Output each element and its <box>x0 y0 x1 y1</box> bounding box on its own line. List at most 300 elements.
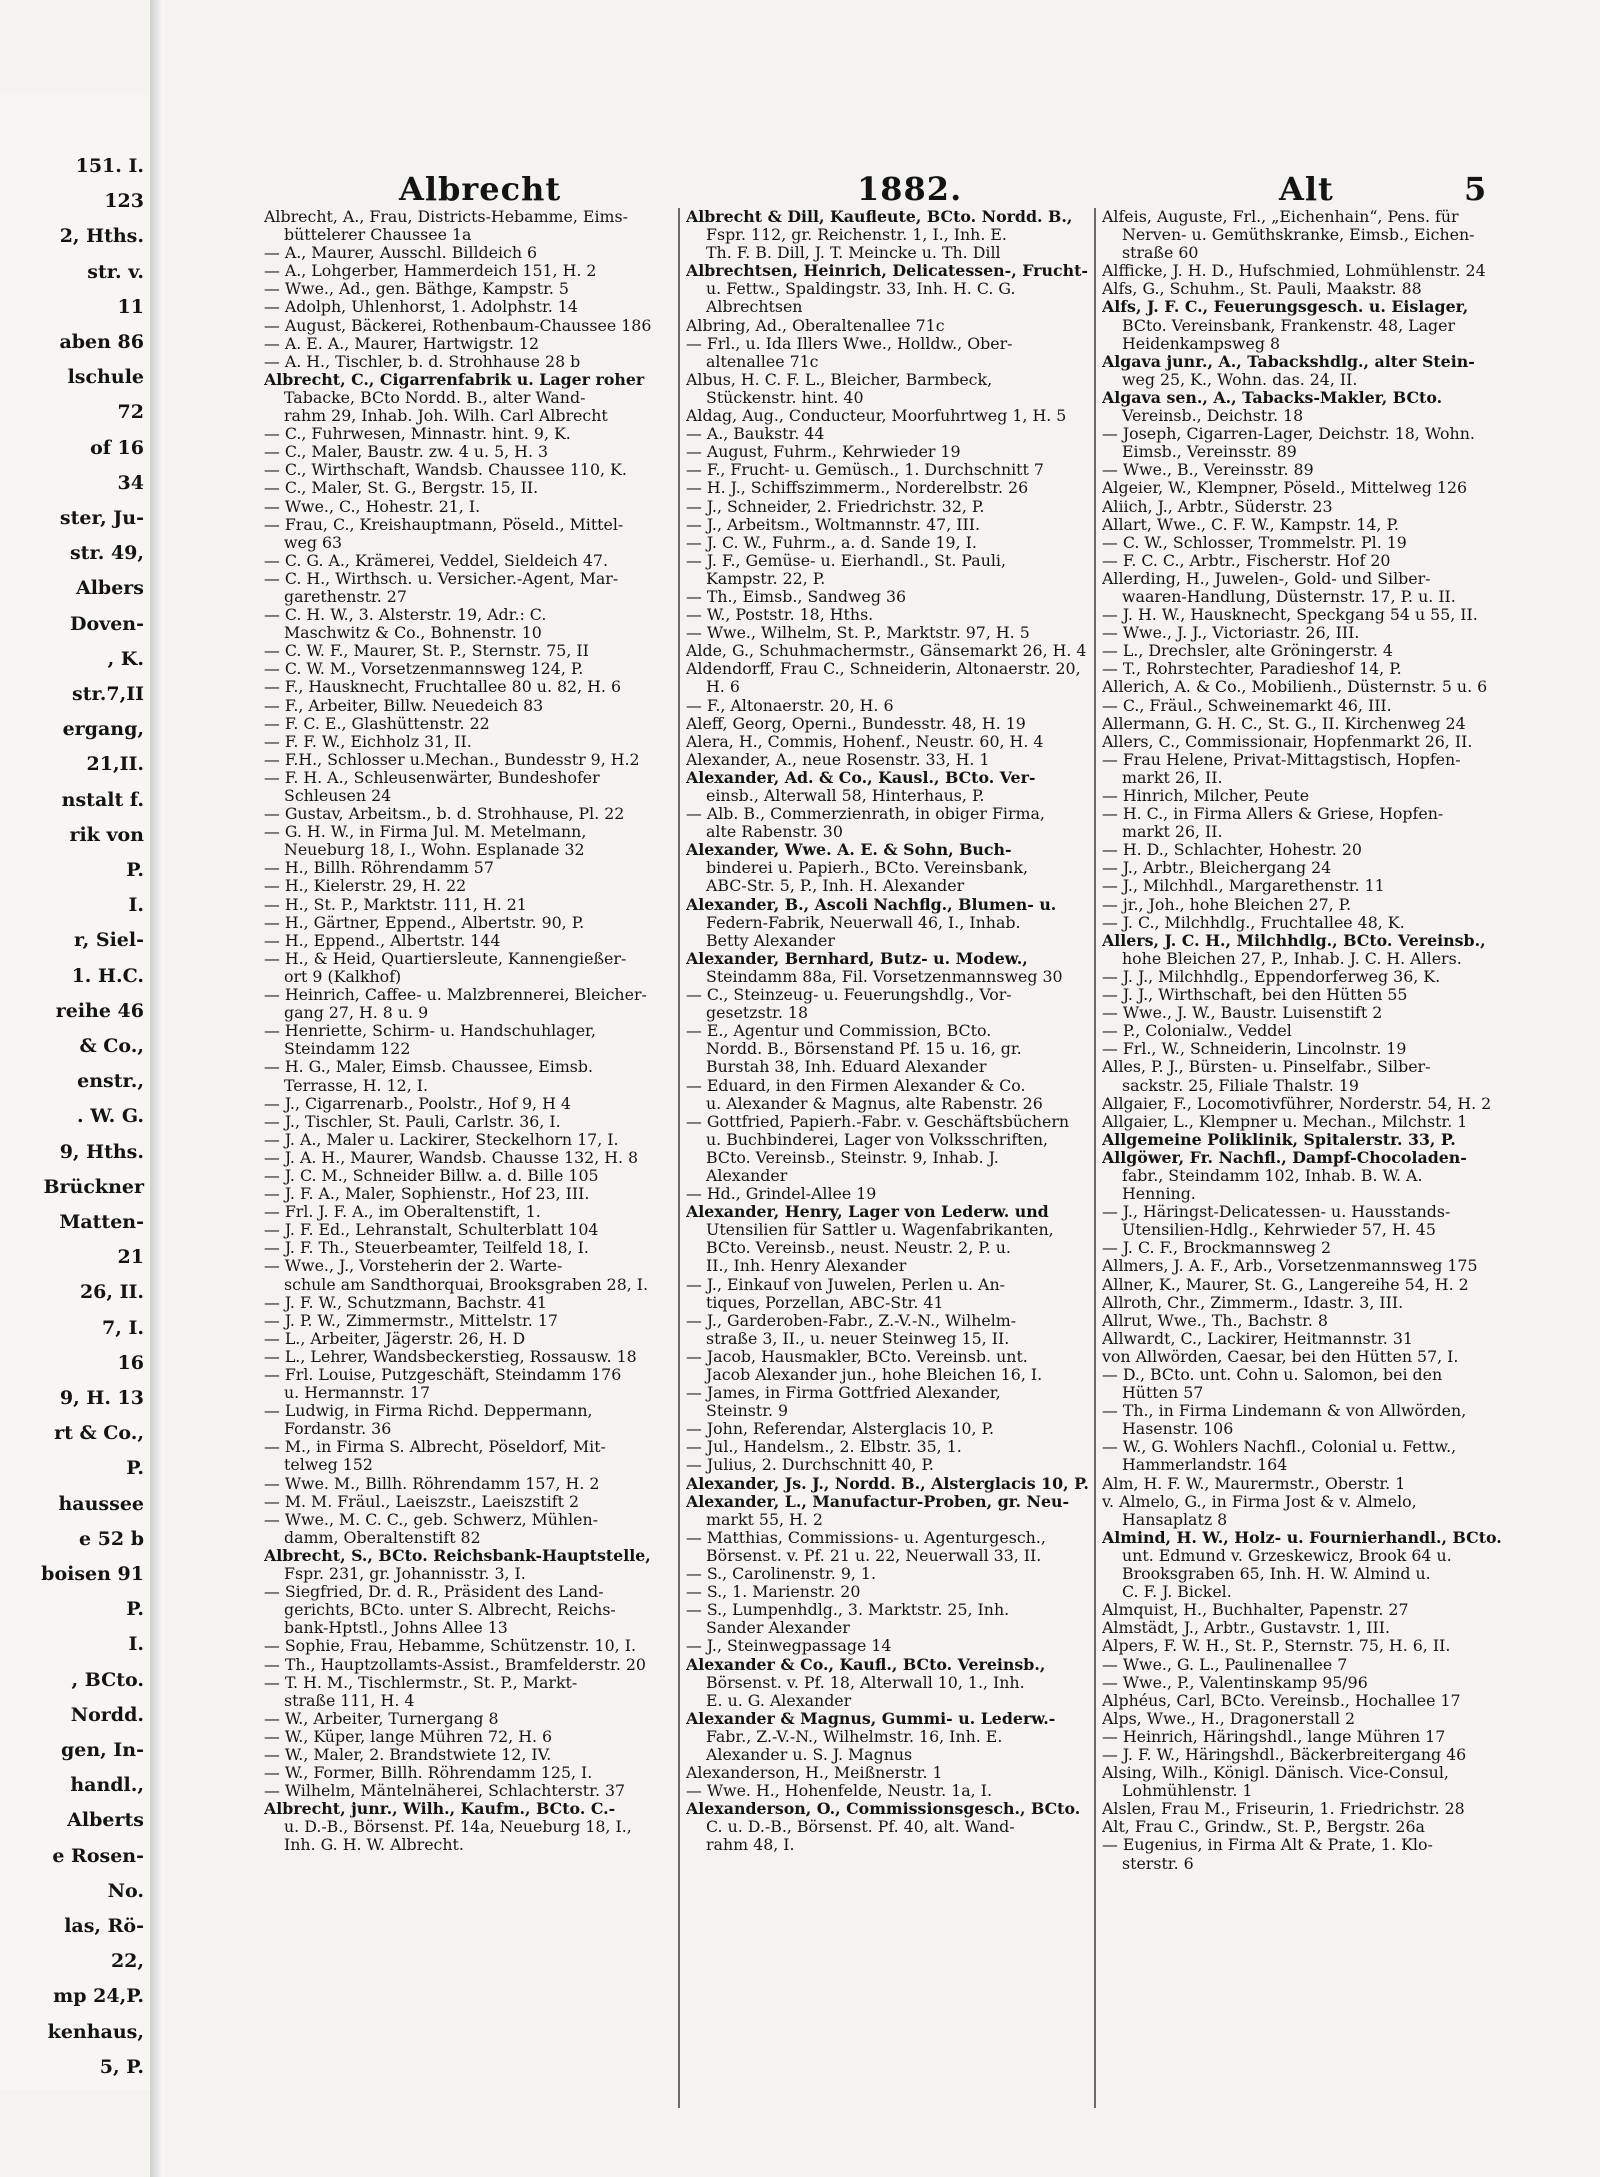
directory-entry: — J. A. H., Maurer, Wandsb. Chausse 132, H. 8 <box>264 1148 639 1167</box>
directory-entry: — F. H. A., Schleusenwärter, Bundeshofer <box>264 768 600 787</box>
directory-entry: Inh. G. H. W. Albrecht. <box>284 1836 464 1855</box>
directory-entry: C. u. D.-B., Börsenst. Pf. 40, alt. Wand- <box>706 1818 1015 1837</box>
directory-entry: — L., Lehrer, Wandsbeckerstieg, Rossausw. 18 <box>264 1347 637 1366</box>
directory-entry: — J., Einkauf von Juwelen, Perlen u. An- <box>686 1275 1005 1294</box>
directory-entry: — Ludwig, in Firma Richd. Deppermann, <box>264 1402 593 1421</box>
directory-entry: — August, Bäckerei, Rothenbaum-Chaussee 186 <box>264 316 652 335</box>
directory-entry: Nerven- u. Gemüthskranke, Eimsb., Eichen- <box>1122 226 1475 245</box>
previous-page-fragment: 16 <box>117 1351 144 1374</box>
directory-entry: Alsing, Wilh., Königl. Dänisch. Vice-Consul, <box>1102 1764 1449 1783</box>
directory-entry: Alexander <box>706 1166 788 1185</box>
previous-page-fragment: 123 <box>104 190 144 213</box>
directory-entry: gerichts, BCto. unter S. Albrecht, Reichs- <box>284 1601 616 1620</box>
previous-page-fragment: gen, In- <box>60 1739 144 1761</box>
previous-page-fragment: 9, H. 13 <box>59 1387 144 1409</box>
directory-entry: — Th., in Firma Lindemann & von Allwörden, <box>1102 1402 1467 1421</box>
directory-entry: Almquist, H., Buchhalter, Papenstr. 27 <box>1102 1601 1409 1620</box>
directory-entry: Börsenst. v. Pf. 18, Alterwall 10, 1., Inh. <box>706 1673 1025 1692</box>
directory-entry: — M. M. Fräul., Laeiszstr., Laeiszstift 2 <box>264 1492 580 1511</box>
directory-entry: — Matthias, Commissions- u. Agenturgesch., <box>686 1528 1046 1547</box>
directory-entry: — Wwe. M., Billh. Röhrendamm 157, H. 2 <box>264 1474 600 1493</box>
previous-page-fragment: Albers <box>75 577 144 600</box>
directory-entry: — P., Colonialw., Veddel <box>1102 1022 1292 1041</box>
directory-entry: Alde, G., Schuhmachermstr., Gänsemarkt 26, H. 4 <box>686 642 1087 661</box>
directory-entry: — W., G. Wohlers Nachfl., Colonial u. Fettw., <box>1102 1438 1457 1457</box>
directory-entry: — Siegfried, Dr. d. R., Präsident des Land- <box>264 1583 604 1602</box>
directory-entry: Tabacke, BCto Nordd. B., alter Wand- <box>284 388 586 407</box>
directory-entry: — A. E. A., Maurer, Hartwigstr. 12 <box>264 334 540 353</box>
directory-entry: — Th., Hauptzollamts-Assist., Bramfelderstr. 20 <box>264 1655 646 1674</box>
directory-entry: Fspr. 231, gr. Johannisstr. 3, I. <box>284 1565 526 1584</box>
directory-entry: Lohmühlenstr. 1 <box>1122 1782 1253 1801</box>
directory-entry: Alslen, Frau M., Friseurin, 1. Friedrichstr. 28 <box>1102 1800 1465 1819</box>
directory-entry: hohe Bleichen 27, P., Inhab. J. C. H. Allers. <box>1122 949 1462 968</box>
directory-entry: H. 6 <box>706 678 740 697</box>
directory-entry: — E., Agentur und Commission, BCto. <box>686 1022 992 1041</box>
directory-entry: — Frl. J. F. A., im Oberaltenstift, 1. <box>264 1203 541 1222</box>
directory-entry: Börsenst. v. Pf. 21 u. 22, Neuerwall 33, II. <box>706 1546 1042 1565</box>
previous-page-fragment: handl., <box>70 1774 144 1797</box>
previous-page-fragment: , K. <box>107 647 144 670</box>
directory-entry: BCto. Vereinsb., Steinstr. 9, Inhab. J. <box>706 1148 999 1167</box>
directory-entry: — Eugenius, in Firma Alt & Prate, 1. Klo- <box>1102 1836 1433 1855</box>
directory-entry: — F., Arbeiter, Billw. Neuedeich 83 <box>264 696 544 715</box>
directory-entry: — H. G., Maler, Eimsb. Chaussee, Eimsb. <box>264 1058 594 1077</box>
directory-entry: Alexander, Henry, Lager von Lederw. und <box>686 1203 1049 1222</box>
directory-entry: Allart, Wwe., C. F. W., Kampstr. 14, P. <box>1102 515 1399 534</box>
directory-entry: — H., & Heid, Quartiersleute, Kannengießer- <box>264 949 627 968</box>
directory-entry: — Joseph, Cigarren-Lager, Deichstr. 18, Wohn. <box>1102 425 1475 444</box>
previous-page-fragment: 2, Hths. <box>59 225 144 248</box>
directory-entry: u. Buchbinderei, Lager von Volksschriften, <box>706 1130 1049 1149</box>
directory-entry: Algava sen., A., Tabacks-Makler, BCto. <box>1102 388 1443 407</box>
directory-entry: — D., BCto. unt. Cohn u. Salomon, bei den <box>1102 1366 1443 1384</box>
directory-entry: Algava junr., A., Tabackshdlg., alter Stein- <box>1102 352 1475 371</box>
directory-entry: weg 25, K., Wohn. das. 24, II. <box>1122 370 1358 389</box>
directory-entry: — J. C. F., Brockmannsweg 2 <box>1102 1239 1332 1258</box>
previous-page-fragment: of 16 <box>90 436 144 459</box>
previous-page-fragment: P. <box>126 1457 144 1480</box>
directory-entry: Allerding, H., Juwelen-, Gold- und Silber- <box>1102 569 1431 588</box>
directory-entry: Steinstr. 9 <box>706 1402 789 1421</box>
directory-entry: Nordd. B., Börsenstand Pf. 15 u. 16, gr. <box>706 1040 1022 1059</box>
previous-page-fragment: 1. H.C. <box>71 964 144 987</box>
directory-entry: Allrut, Wwe., Th., Bachstr. 8 <box>1102 1311 1328 1330</box>
directory-entry: straße 111, H. 4 <box>284 1691 415 1710</box>
directory-entry: Neueburg 18, I., Wohn. Esplanade 32 <box>284 841 585 860</box>
directory-entry: Heidenkampsweg 8 <box>1122 334 1281 353</box>
directory-entry: Alera, H., Commis, Hohenf., Neustr. 60, H. 4 <box>686 732 1044 751</box>
directory-entry: Alfficke, J. H. D., Hufschmied, Lohmühlenstr. 24 <box>1102 262 1486 281</box>
directory-entry: Alps, Wwe., H., Dragonerstall 2 <box>1102 1709 1356 1728</box>
directory-entry: straße 60 <box>1122 244 1199 263</box>
previous-page-fragment: 5, P. <box>99 2055 144 2078</box>
directory-entry: — F. F. W., Eichholz 31, II. <box>264 732 472 751</box>
directory-entry: — C., Fuhrwesen, Minnastr. hint. 9, K. <box>264 425 571 444</box>
previous-page-fragment: aben 86 <box>59 331 144 353</box>
previous-page-edge <box>0 95 152 2090</box>
directory-entry: — L., Drechsler, alte Gröningerstr. 4 <box>1102 642 1393 661</box>
previous-page-fragment: rik von <box>69 823 144 846</box>
directory-entry: Alexander, Wwe. A. E. & Sohn, Buch- <box>686 841 1012 860</box>
directory-entry: Alfeis, Auguste, Frl., „Eichenhain“, Pens. für <box>1102 208 1459 226</box>
directory-entry: — Gottfried, Papierh.-Fabr. v. Geschäftsbüchern <box>686 1112 1070 1131</box>
directory-entry: Hasenstr. 106 <box>1122 1420 1234 1439</box>
directory-entry: damm, Oberaltenstift 82 <box>284 1528 481 1547</box>
directory-entry: — Wwe. H., Hohenfelde, Neustr. 1a, I. <box>686 1782 992 1801</box>
page-header <box>164 120 1544 208</box>
directory-entry: Steindamm 122 <box>284 1040 411 1059</box>
directory-entry: — A., Lohgerber, Hammerdeich 151, H. 2 <box>264 262 597 281</box>
directory-entry: v. Almelo, G., in Firma Jost & v. Almelo, <box>1102 1492 1417 1511</box>
directory-entry: — J., Tischler, St. Pauli, Carlstr. 36, I. <box>264 1112 561 1131</box>
directory-entry: Fabr., Z.-V.-N., Wilhelmstr. 16, Inh. E. <box>706 1727 1003 1746</box>
directory-column-1 <box>264 208 674 1855</box>
previous-page-fragment: mp 24,P. <box>53 1985 144 2008</box>
directory-entry: Schleusen 24 <box>284 787 392 805</box>
previous-page-fragment: 21,II. <box>86 753 144 776</box>
previous-page-fragment: Doven- <box>70 612 144 635</box>
book-gutter <box>150 0 164 2177</box>
directory-entry: — J., Arbeitsm., Woltmannstr. 47, III. <box>686 515 980 534</box>
directory-entry: — Jul., Handelsm., 2. Elbstr. 35, 1. <box>686 1438 962 1457</box>
previous-page-fragment: 72 <box>117 401 144 424</box>
directory-entry: Albrecht, S., BCto. Reichsbank-Hauptstelle, <box>264 1546 651 1565</box>
directory-entry: — J. F. Th., Steuerbeamter, Teilfeld 18, I. <box>264 1239 589 1258</box>
directory-entry: Albrecht, junr., Wilh., Kaufm., BCto. C.- <box>264 1800 616 1819</box>
previous-page-fragment: Matten- <box>59 1211 144 1233</box>
directory-entry: rahm 29, Inhab. Joh. Wilh. Carl Albrecht <box>284 407 608 426</box>
directory-entry: — Wwe., B., Vereinsstr. 89 <box>1102 461 1314 480</box>
directory-entry: E. u. G. Alexander <box>706 1691 852 1710</box>
directory-entry: büttelerer Chaussee 1a <box>284 226 472 245</box>
directory-entry: — H., Billh. Röhrendamm 57 <box>264 859 494 878</box>
directory-entry: altenallee 71c <box>706 352 819 371</box>
directory-entry: Aldag, Aug., Conducteur, Moorfuhrtweg 1, H. 5 <box>686 407 1067 426</box>
header-year: 1882. <box>857 170 963 208</box>
directory-page <box>164 120 1544 2070</box>
directory-entry: Albrecht & Dill, Kaufleute, BCto. Nordd. B., <box>686 208 1073 226</box>
previous-page-fragment: ster, Ju- <box>59 507 144 529</box>
directory-entry: — T. H. M., Tischlermstr., St. P., Markt- <box>264 1673 578 1692</box>
previous-page-fragment: P. <box>126 859 144 881</box>
directory-entry: — J. F., Gemüse- u. Eierhandl., St. Pauli, <box>686 551 1007 570</box>
directory-entry: Almstädt, J., Arbtr., Gustavstr. 1, III. <box>1102 1619 1391 1638</box>
directory-entry: Alexanderson, O., Commissionsgesch., BCto. <box>686 1800 1081 1819</box>
directory-entry: Hütten 57 <box>1122 1384 1204 1403</box>
directory-entry: — C., Fräul., Schweinemarkt 46, III. <box>1102 696 1392 715</box>
directory-entry: rahm 48, I. <box>706 1836 795 1855</box>
directory-entry: — Jacob, Hausmakler, BCto. Vereinsb. unt. <box>686 1347 1028 1366</box>
previous-page-fragment: rt & Co., <box>54 1422 144 1445</box>
previous-page-fragment: 11 <box>117 295 144 318</box>
directory-entry: — Gustav, Arbeitsm., b. d. Strohhause, Pl. 22 <box>264 805 625 824</box>
directory-entry: tiques, Porzellan, ABC-Str. 41 <box>706 1293 944 1312</box>
directory-entry: Aliich, J., Arbtr., Süderstr. 23 <box>1102 497 1333 516</box>
previous-page-fragment: , BCto. <box>71 1668 144 1691</box>
directory-entry: — C., Maler, Baustr. zw. 4 u. 5, H. 3 <box>264 443 549 462</box>
directory-entry: u. Hermannstr. 17 <box>284 1384 431 1403</box>
directory-entry: — Wwe., J. W., Baustr. Luisenstift 2 <box>1102 1004 1383 1023</box>
directory-entry: u. D.-B., Börsenst. Pf. 14a, Neueburg 18, I., <box>284 1818 632 1837</box>
directory-entry: Allner, K., Maurer, St. G., Langereihe 54, H. 2 <box>1102 1275 1469 1294</box>
previous-page-fragment: str.7,II <box>72 683 144 705</box>
directory-entry: Alexander & Magnus, Gummi- u. Lederw.- <box>686 1709 1056 1728</box>
directory-entry: — F., Altonaerstr. 20, H. 6 <box>686 696 894 715</box>
directory-entry: schule am Sandthorquai, Brooksgraben 28, I. <box>284 1275 649 1294</box>
directory-entry: — Henriette, Schirm- u. Handschuhlager, <box>264 1022 596 1041</box>
directory-entry: bank-Hptstl., Johns Allee 13 <box>284 1619 508 1638</box>
directory-entry: binderei u. Papierh., BCto. Vereinsbank, <box>706 859 1029 878</box>
directory-entry: u. Fettw., Spaldingstr. 33, Inh. H. C. G. <box>706 280 1016 299</box>
directory-entry: C. F. J. Bickel. <box>1122 1583 1232 1602</box>
directory-entry: — Adolph, Uhlenhorst, 1. Adolphstr. 14 <box>264 298 578 317</box>
page-number: 5 <box>1464 170 1488 208</box>
directory-entry: Brooksgraben 65, Inh. H. W. Almind u. <box>1122 1565 1431 1584</box>
directory-entry: — J. A., Maler u. Lackirer, Steckelhorn 17, I. <box>264 1130 619 1149</box>
directory-entry: — Wwe., G. L., Paulinenallee 7 <box>1102 1655 1348 1674</box>
directory-entry: — H., Gärtner, Eppend., Albertstr. 90, P. <box>264 913 585 932</box>
directory-entry: — Wwe., M. C. C., geb. Schwerz, Mühlen- <box>264 1510 599 1529</box>
directory-entry: Federn-Fabrik, Neuerwall 46, I., Inhab. <box>706 913 1021 932</box>
previous-page-fragment: e Rosen- <box>52 1844 144 1867</box>
directory-entry: II., Inh. Henry Alexander <box>706 1257 907 1276</box>
directory-entry: — Hd., Grindel-Allee 19 <box>686 1185 877 1204</box>
directory-entry: Algeier, W., Klempner, Pöseld., Mittelweg 126 <box>1102 479 1468 498</box>
directory-entry: — H., Kielerstr. 29, H. 22 <box>264 877 467 896</box>
directory-entry: Alexander, Bernhard, Butz- u. Modew., <box>686 949 1028 968</box>
directory-entry: — John, Referendar, Alsterglacis 10, P. <box>686 1420 994 1439</box>
directory-entry: — C. G. A., Krämerei, Veddel, Sieldeich 47. <box>264 551 608 570</box>
directory-entry: Terrasse, H. 12, I. <box>284 1076 429 1095</box>
directory-entry: Alexander, Js. J., Nordd. B., Alsterglacis 10, P. <box>686 1474 1089 1493</box>
directory-entry: — F.H., Schlosser u.Mechan., Bundesstr 9, H.2 <box>264 750 640 769</box>
directory-entry: Alpers, F. W. H., St. P., Sternstr. 75, H. 6, II. <box>1102 1637 1451 1656</box>
directory-entry: Almind, H. W., Holz- u. Fournierhandl., BCto. <box>1102 1528 1502 1547</box>
directory-entry: — M., in Firma S. Albrecht, Pöseldorf, Mit- <box>264 1438 606 1457</box>
previous-page-fragment: str. 49, <box>69 542 144 565</box>
previous-page-fragment: e 52 b <box>78 1527 144 1550</box>
directory-entry: gesetzstr. 18 <box>706 1004 809 1023</box>
directory-entry: — Frl., u. Ida Illers Wwe., Holldw., Ober- <box>686 334 1013 353</box>
directory-entry: Allgemeine Poliklinik, Spitalerstr. 33, P. <box>1102 1130 1456 1149</box>
directory-entry: — C. W., Schlosser, Trommelstr. Pl. 19 <box>1102 533 1407 552</box>
directory-entry: markt 26, II. <box>1122 768 1223 787</box>
directory-entry: — C., Steinzeug- u. Feuerungshdlg., Vor- <box>686 986 1012 1005</box>
directory-entry: — Wwe., J., Vorsteherin der 2. Warte- <box>264 1257 563 1276</box>
previous-page-fragment: Alberts <box>67 1809 144 1832</box>
directory-entry: — J. J., Milchhdlg., Eppendorferweg 36, K. <box>1102 967 1441 986</box>
directory-entry: — J., Steinwegpassage 14 <box>686 1637 892 1656</box>
directory-entry: — C. H. W., 3. Alsterstr. 19, Adr.: C. <box>264 606 547 625</box>
directory-entry: — W., Maler, 2. Brandstwiete 12, IV. <box>264 1745 552 1764</box>
directory-entry: Alexander & Co., Kaufl., BCto. Vereinsb., <box>686 1655 1046 1674</box>
directory-entry: — Wwe., P., Valentinskamp 95/96 <box>1102 1673 1368 1692</box>
directory-entry: — W., Poststr. 18, Hths. <box>686 606 874 625</box>
directory-entry: Hammerlandstr. 164 <box>1122 1456 1288 1475</box>
previous-page-fragment: 9, Hths. <box>59 1140 144 1163</box>
previous-page-fragment: I. <box>128 894 144 917</box>
previous-page-fragment: & Co., <box>79 1035 144 1057</box>
directory-entry: Alm, H. F. W., Maurermstr., Oberstr. 1 <box>1102 1474 1406 1493</box>
directory-entry: Aldendorff, Frau C., Schneiderin, Altonaerstr. 20, <box>686 660 1081 679</box>
directory-entry: — J. F. A., Maler, Sophienstr., Hof 23, III. <box>264 1185 590 1204</box>
directory-entry: — Hinrich, Milcher, Peute <box>1102 787 1310 805</box>
directory-entry: — F., Hausknecht, Fruchtallee 80 u. 82, H. 6 <box>264 678 622 697</box>
directory-entry: — A., Maurer, Ausschl. Billdeich 6 <box>264 244 538 263</box>
directory-entry: — Frl. Louise, Putzgeschäft, Steindamm 176 <box>264 1366 622 1384</box>
directory-entry: — Wwe., J. J., Victoriastr. 26, III. <box>1102 624 1360 643</box>
directory-entry: Eimsb., Vereinsstr. 89 <box>1122 443 1297 462</box>
directory-entry: Albring, Ad., Oberaltenallee 71c <box>686 316 945 335</box>
directory-entry: — Heinrich, Häringshdl., lange Mühren 17 <box>1102 1727 1446 1746</box>
directory-entry: Th. F. B. Dill, J. T. Meincke u. Th. Dill <box>706 244 1001 263</box>
directory-entry: unt. Edmund v. Grzeskewicz, Brook 64 u. <box>1122 1546 1452 1565</box>
directory-entry: — F. C. E., Glashüttenstr. 22 <box>264 714 490 733</box>
previous-page-fragment: 151. I. <box>75 155 144 177</box>
directory-entry: Allgaier, L., Klempner u. Mechan., Milchstr. 1 <box>1102 1112 1468 1131</box>
directory-entry: — Frau Helene, Privat-Mittagstisch, Hopfen- <box>1102 750 1461 769</box>
directory-entry: — J. J., Wirthschaft, bei den Hütten 55 <box>1102 986 1408 1005</box>
directory-entry: Albrechtsen, Heinrich, Delicatessen-, Frucht- <box>686 262 1088 281</box>
directory-entry: — J. H. W., Hausknecht, Speckgang 54 u 55, II. <box>1102 606 1478 625</box>
directory-entry: — C., Maler, St. G., Bergstr. 15, II. <box>264 479 539 498</box>
directory-entry: Maschwitz & Co., Bohnenstr. 10 <box>284 624 542 643</box>
directory-entry: Albrechtsen <box>706 298 803 317</box>
directory-entry: — Eduard, in den Firmen Alexander & Co. <box>686 1076 1026 1095</box>
directory-entry: Henning. <box>1122 1185 1196 1204</box>
previous-page-fragment: . W. G. <box>76 1105 144 1128</box>
directory-entry: — Heinrich, Caffee- u. Malzbrennerei, Bleicher- <box>264 986 647 1005</box>
directory-entry: — Julius, 2. Durchschnitt 40, P. <box>686 1456 934 1475</box>
directory-entry: Allerich, A. & Co., Mobilienh., Düsternstr. 5 u. 6 <box>1102 678 1488 697</box>
directory-entry: — H., Eppend., Albertstr. 144 <box>264 931 501 950</box>
directory-entry: — Wwe., Ad., gen. Bäthge, Kampstr. 5 <box>264 280 569 299</box>
directory-entry: Alt, Frau C., Grindw., St. P., Bergstr. 26a <box>1102 1818 1425 1837</box>
directory-entry: Kampstr. 22, P. <box>706 569 826 588</box>
directory-entry: — C. W. F., Maurer, St. P., Sternstr. 75, II <box>264 642 589 661</box>
previous-page-fragment: ergang, <box>62 718 144 741</box>
directory-entry: Allmers, J. A. F., Arb., Vorsetzenmannsweg 175 <box>1102 1257 1478 1276</box>
previous-page-fragment: kenhaus, <box>47 2020 144 2043</box>
directory-entry: garethenstr. 27 <box>284 587 407 606</box>
directory-entry: — Frau, C., Kreishauptmann, Pöseld., Mittel- <box>264 515 624 534</box>
previous-page-fragment: boisen 91 <box>41 1563 144 1585</box>
directory-entry: einsb., Alterwall 58, Hinterhaus, P. <box>706 787 985 805</box>
directory-entry: — J., Milchhdl., Margarethenstr. 11 <box>1102 877 1385 896</box>
directory-entry: Steindamm 88a, Fil. Vorsetzenmannsweg 30 <box>706 967 1063 986</box>
directory-entry: Alexander, B., Ascoli Nachflg., Blumen- u. <box>686 895 1057 914</box>
directory-entry: fabr., Steindamm 102, Inhab. B. W. A. <box>1122 1166 1423 1185</box>
directory-entry: Utensilien für Sattler u. Wagenfabrikanten, <box>706 1221 1054 1240</box>
directory-entry: Fspr. 112, gr. Reichenstr. 1, I., Inh. E. <box>706 226 1007 245</box>
previous-page-fragment: haussee <box>58 1492 144 1515</box>
directory-entry: — J., Cigarrenarb., Poolstr., Hof 9, H 4 <box>264 1094 571 1113</box>
directory-entry: Utensilien-Hdlg., Kehrwieder 57, H. 45 <box>1122 1221 1436 1240</box>
directory-entry: — T., Rohrstechter, Paradieshof 14, P. <box>1102 660 1402 679</box>
directory-entry: markt 26, II. <box>1122 823 1223 842</box>
directory-entry: Fordanstr. 36 <box>284 1420 392 1439</box>
directory-entry: — G. H. W., in Firma Jul. M. Metelmann, <box>264 823 587 842</box>
directory-entry: — C., Wirthschaft, Wandsb. Chaussee 110, K. <box>264 461 627 480</box>
directory-entry: — H. D., Schlachter, Hohestr. 20 <box>1102 841 1362 860</box>
directory-entry: — C. H., Wirthsch. u. Versicher.-Agent, Mar- <box>264 569 619 588</box>
directory-entry: BCto. Vereinsbank, Frankenstr. 48, Lager <box>1122 316 1456 335</box>
directory-entry: — L., Arbeiter, Jägerstr. 26, H. D <box>264 1329 526 1348</box>
directory-entry: — Th., Eimsb., Sandweg 36 <box>686 587 907 606</box>
previous-page-fragment: 34 <box>117 471 144 494</box>
directory-entry: Alexander, A., neue Rosenstr. 33, H. 1 <box>686 750 990 769</box>
directory-entry: Vereinsb., Deichstr. 18 <box>1122 407 1304 426</box>
directory-entry: — J., Arbtr., Bleichergang 24 <box>1102 859 1332 878</box>
directory-entry: — Frl., W., Schneiderin, Lincolnstr. 19 <box>1102 1040 1407 1059</box>
directory-entry: — J. P. W., Zimmermstr., Mittelstr. 17 <box>264 1311 558 1330</box>
directory-entry: Albrecht, A., Frau, Districts-Hebamme, Eims- <box>264 208 628 226</box>
directory-entry: Albus, H. C. F. L., Bleicher, Barmbeck, <box>686 370 993 389</box>
directory-entry: Sander Alexander <box>706 1619 850 1638</box>
previous-page-fragment: I. <box>128 1633 144 1656</box>
directory-entry: ABC-Str. 5, P., Inh. H. Alexander <box>706 877 965 896</box>
directory-entry: — J. F. Ed., Lehranstalt, Schulterblatt 104 <box>264 1221 599 1240</box>
directory-entry: — A. H., Tischler, b. d. Strohhause 28 b <box>264 352 581 371</box>
directory-entry: waaren-Handlung, Düsternstr. 17, P. u. II. <box>1122 587 1456 606</box>
directory-entry: — A., Baukstr. 44 <box>686 425 825 444</box>
directory-entry: — Wilhelm, Mäntelnäherei, Schlachterstr. 37 <box>264 1782 626 1801</box>
previous-page-fragment: No. <box>107 1879 144 1902</box>
directory-entry: — H. C., in Firma Allers & Griese, Hopfen- <box>1102 805 1444 824</box>
directory-entry: — James, in Firma Gottfried Alexander, <box>686 1384 1001 1403</box>
directory-entry: — F. C. C., Arbtr., Fischerstr. Hof 20 <box>1102 551 1391 570</box>
directory-entry: markt 55, H. 2 <box>706 1510 823 1529</box>
directory-entry: Hansaplatz 8 <box>1122 1510 1228 1529</box>
directory-entry: — Sophie, Frau, Hebamme, Schützenstr. 10, I. <box>264 1637 636 1656</box>
directory-entry: sterstr. 6 <box>1122 1854 1194 1873</box>
previous-page-fragment: str. v. <box>87 260 144 283</box>
directory-column-3 <box>1102 208 1512 1873</box>
directory-entry: Aleff, Georg, Operni., Bundesstr. 48, H. 19 <box>686 714 1026 733</box>
directory-entry: von Allwörden, Caesar, bei den Hütten 57, I. <box>1102 1347 1459 1366</box>
directory-entry: gang 27, H. 8 u. 9 <box>284 1004 429 1023</box>
directory-entry: Alfs, J. F. C., Feuerungsgesch. u. Eislager, <box>1102 298 1469 317</box>
directory-entry: — J. F. W., Häringshdl., Bäckerbreitergang 46 <box>1102 1745 1467 1764</box>
directory-entry: Burstah 38, Inh. Eduard Alexander <box>706 1058 987 1077</box>
previous-page-fragment: reihe 46 <box>55 999 144 1022</box>
directory-entry: ort 9 (Kalkhof) <box>284 967 402 986</box>
directory-entry: Alexander u. S. J. Magnus <box>706 1745 913 1764</box>
directory-entry: — C. W. M., Vorsetzenmannsweg 124, P. <box>264 660 584 679</box>
previous-page-fragment: nstalt f. <box>61 788 144 811</box>
directory-entry: — W., Arbeiter, Turnergang 8 <box>264 1709 499 1728</box>
directory-entry: — W., Küper, lange Mühren 72, H. 6 <box>264 1727 553 1746</box>
directory-entry: — S., Carolinenstr. 9, 1. <box>686 1565 876 1584</box>
directory-entry: — J. C., Milchhdlg., Fruchtallee 48, K. <box>1102 913 1405 932</box>
directory-entry: — J., Schneider, 2. Friedrichstr. 32, P. <box>686 497 985 516</box>
previous-page-fragment: las, Rö- <box>64 1915 144 1937</box>
directory-entry: — Alb. B., Commerzienrath, in obiger Firma, <box>686 805 1045 824</box>
directory-entry: — J., Häringst-Delicatessen- u. Hausstands- <box>1102 1203 1451 1222</box>
directory-entry: weg 63 <box>284 533 343 552</box>
directory-entry: BCto. Vereinsb., neust. Neustr. 2, P. u. <box>706 1239 1011 1258</box>
previous-page-fragment: P. <box>126 1598 144 1621</box>
directory-entry: — S., 1. Marienstr. 20 <box>686 1583 861 1602</box>
directory-entry: Allers, J. C. H., Milchhdlg., BCto. Vereinsb., <box>1102 931 1486 950</box>
directory-entry: Alexander, Ad. & Co., Kausl., BCto. Ver- <box>686 768 1036 787</box>
directory-entry: Alexander, L., Manufactur-Proben, gr. Neu- <box>686 1492 1070 1511</box>
column-divider <box>678 208 680 2108</box>
previous-page-fragment: enstr., <box>77 1070 144 1093</box>
previous-page-fragment: 21 <box>117 1246 144 1269</box>
directory-entry: — F., Frucht- u. Gemüsch., 1. Durchschnitt 7 <box>686 461 1044 480</box>
